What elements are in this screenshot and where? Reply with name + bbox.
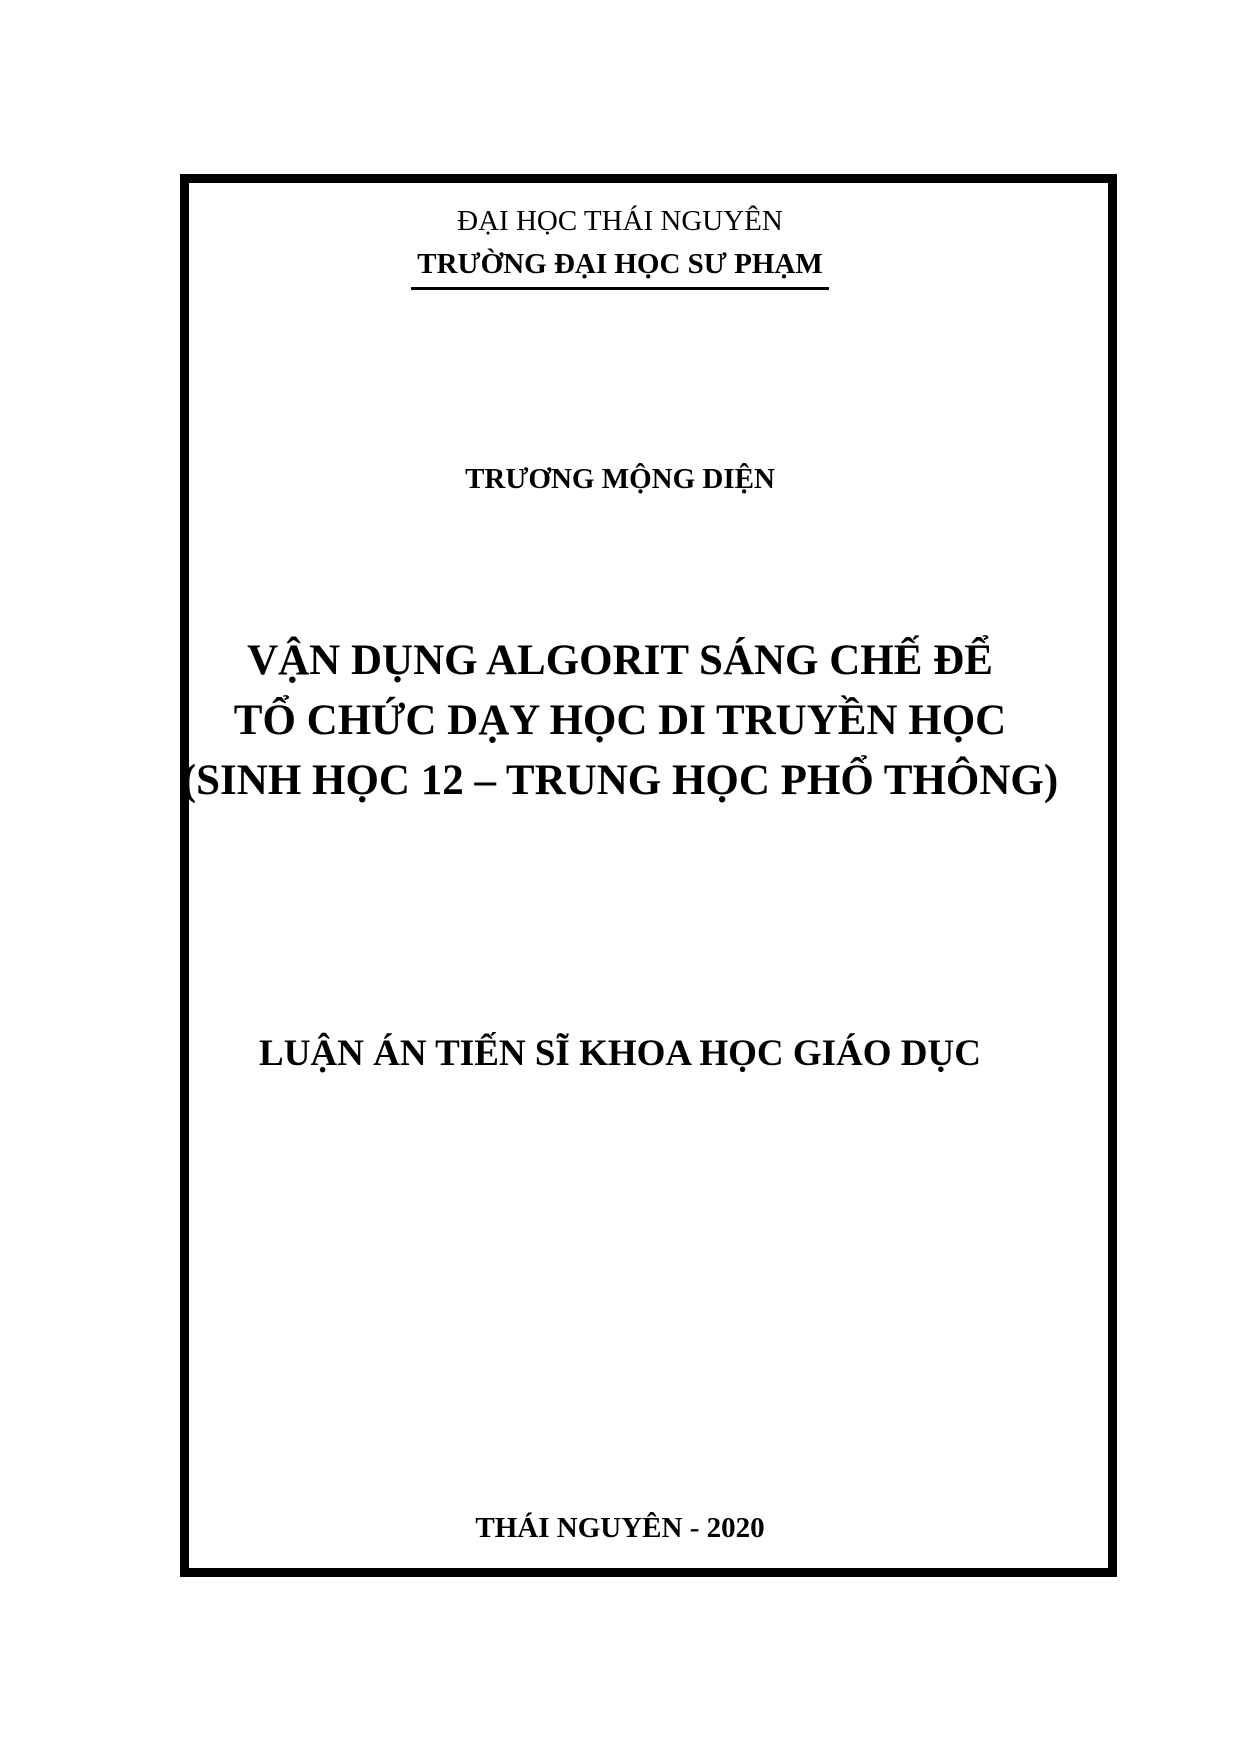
author-name: TRƯƠNG MỘNG DIỆN <box>465 463 775 495</box>
thesis-title-line-2: TỔ CHỨC DẠY HỌC DI TRUYỀN HỌC <box>233 697 1007 744</box>
school-name-row <box>0 248 1240 290</box>
degree-type: LUẬN ÁN TIẾN SĨ KHOA HỌC GIÁO DỤC <box>259 1033 981 1074</box>
place-and-year: THÁI NGUYÊN - 2020 <box>475 1512 765 1544</box>
cover-border-frame <box>180 174 1117 1577</box>
university-name: ĐẠI HỌC THÁI NGUYÊN <box>457 205 783 237</box>
school-name: TRƯỜNG ĐẠI HỌC SƯ PHẠM <box>411 248 828 290</box>
thesis-title-line-3: (SINH HỌC 12 – TRUNG HỌC PHỔ THÔNG) <box>181 757 1059 804</box>
thesis-title-line-1: VẬN DỤNG ALGORIT SÁNG CHẾ ĐỂ <box>247 637 993 684</box>
